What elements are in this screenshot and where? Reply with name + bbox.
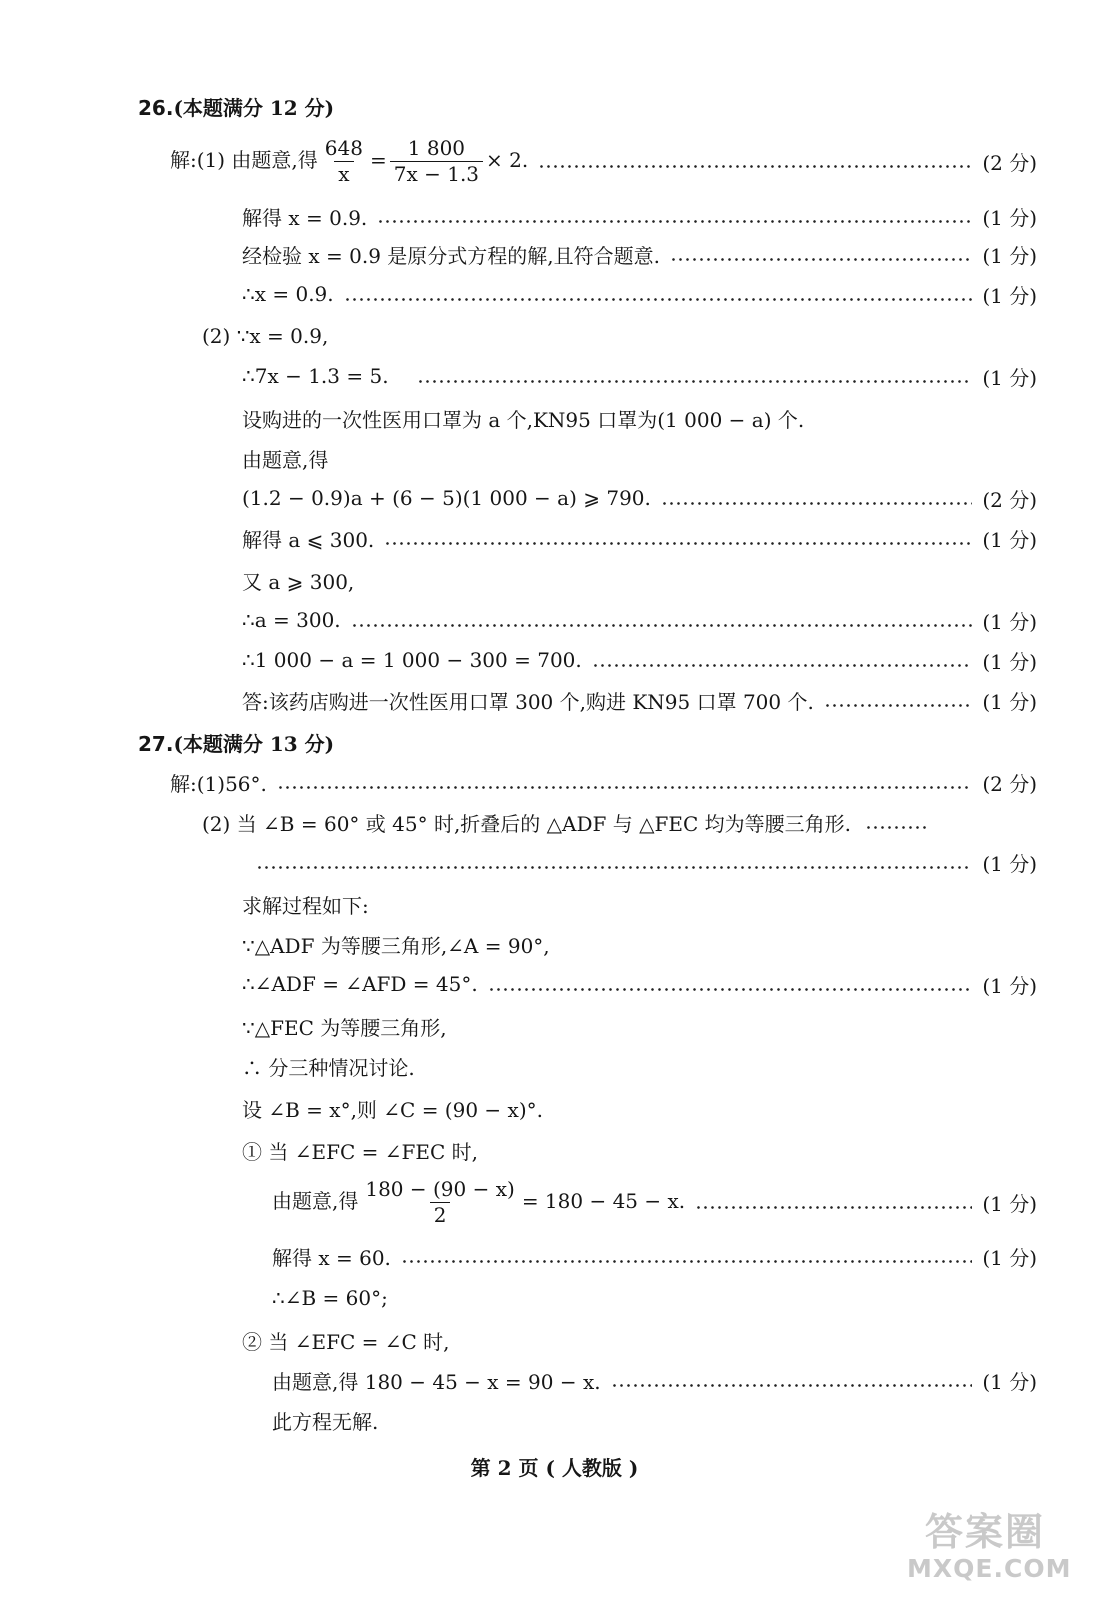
score-points: (1 分) [982, 205, 1037, 230]
fraction-648-over-x: $\frac{648}{x}$ [324, 135, 363, 186]
q26-line-13: ∴1 000 − a = 1 000 − 300 = 700. (1 分) [0, 640, 1109, 680]
q27-line-12: 解得 x = 60. (1 分) [0, 1236, 1109, 1276]
q27-line-16: 此方程无解. [272, 1409, 379, 1434]
q26-line-11: 又 a ⩾ 300, [242, 569, 355, 594]
score-points: (1 分) [982, 609, 1037, 634]
q26-line-5: (2) ∵x = 0.9, [202, 324, 329, 348]
q27-line-1: 解:(1)56°. (2 分) [0, 762, 1109, 802]
q26-title: (本题满分 12 分) [173, 95, 335, 120]
score-points: (1 分) [982, 365, 1037, 390]
q27-line-10: ① 当 ∠EFC = ∠FEC 时, [242, 1139, 478, 1164]
q27-line-15: 由题意,得 180 − 45 − x = 90 − x. (1 分) [0, 1360, 1109, 1400]
score-points: (1 分) [982, 649, 1037, 674]
watermark-text: 答案圈 [925, 1510, 1046, 1554]
q27-line-9: 设 ∠B = x°,则 ∠C = (90 − x)°. [242, 1097, 543, 1122]
q27-line-11: 由题意,得 $\frac{180 - (90 - x)}{2}$ = 180 − 45 − x. (1 分) [272, 1176, 1037, 1227]
page-footer: 第 2 页 ( 人教版 ) [470, 1456, 639, 1480]
dot-leader [488, 988, 973, 991]
score-points: (1 分) [982, 527, 1037, 552]
q27-line-3 [0, 842, 1109, 882]
q27-line-13: ∴∠B = 60°; [272, 1286, 388, 1310]
fraction-180-minus-over-2: $\frac{180 - (90 - x)}{2}$ [365, 1176, 515, 1227]
dot-leader [417, 380, 973, 383]
q26-line-1: 解:(1) 由题意,得 $\frac{648}{x}$ = $\frac{1 800}{7x - 1.3}$ × 2. (2 分) [170, 135, 1037, 186]
score-points: (2 分) [982, 150, 1037, 175]
q26-line-7: 设购进的一次性医用口罩为 a 个,KN95 口罩为(1 000 − a) 个. [242, 407, 805, 432]
dot-leader [695, 1206, 972, 1209]
q27-line-8: ∴ 分三种情况讨论. [242, 1055, 415, 1080]
q27-line-4: 求解过程如下: [242, 893, 369, 918]
dot-leader [377, 220, 972, 223]
watermark-url: MXQE.COM [907, 1554, 1072, 1583]
q26-l1-prefix: 解:(1) 由题意,得 [170, 147, 318, 172]
q26-header [0, 86, 1109, 126]
q26-line-9: (1.2 − 0.9)a + (6 − 5)(1 000 − a) ⩾ 790. (2 分) [0, 478, 1109, 518]
score-points: (1 分) [982, 851, 1037, 876]
dot-leader [256, 866, 972, 869]
score-points: (1 分) [982, 243, 1037, 268]
dot-leader [384, 542, 972, 545]
q27-line-7: ∵△FEC 为等腰三角形, [242, 1015, 447, 1040]
q27-line-2: (2) 当 ∠B = 60° 或 45° 时,折叠后的 △ADF 与 △FEC 均为等腰三角形. [0, 802, 1109, 842]
score-points: (1 分) [982, 689, 1037, 714]
dot-leader [351, 624, 973, 627]
dot-leader [401, 1260, 972, 1263]
q26-line-2: 解得 x = 0.9. (1 分) [0, 196, 1109, 236]
dot-leader [824, 704, 972, 707]
q27-title: (本题满分 13 分) [173, 731, 335, 756]
q27-line-6: ∴∠ADF = ∠AFD = 45°. (1 分) [0, 964, 1109, 1004]
q27-number: 27. [138, 731, 174, 756]
q26-line-3: 经检验 x = 0.9 是原分式方程的解,且符合题意. (1 分) [0, 234, 1109, 274]
score-points: (2 分) [982, 771, 1037, 796]
score-points: (1 分) [982, 1369, 1037, 1394]
q26-line-8: 由题意,得 [242, 447, 329, 472]
dot-leader [670, 258, 972, 261]
dot-leader [661, 502, 972, 505]
dot-leader [611, 1384, 973, 1387]
dot-leader [592, 664, 973, 667]
dot-leader [344, 298, 973, 301]
dot-leader [538, 165, 972, 168]
score-points: (2 分) [982, 487, 1037, 512]
dot-leader [277, 786, 972, 789]
score-points: (1 分) [982, 973, 1037, 998]
score-points: (1 分) [982, 283, 1037, 308]
dot-leader [865, 826, 929, 829]
watermark-logo [905, 1510, 1105, 1595]
q26-number: 26. [138, 95, 174, 120]
q26-line-6: ∴7x − 1.3 = 5. (1 分) [0, 356, 1109, 396]
q27-line-14: ② 当 ∠EFC = ∠C 时, [242, 1329, 450, 1354]
q26-line-14: 答:该药店购进一次性医用口罩 300 个,购进 KN95 口罩 700 个. (1 分) [0, 680, 1109, 720]
score-points: (1 分) [982, 1191, 1037, 1216]
q26-line-4: ∴x = 0.9. (1 分) [0, 274, 1109, 314]
q26-line-10: 解得 a ⩽ 300. (1 分) [0, 518, 1109, 558]
fraction-1800-over-7x: $\frac{1 800}{7x - 1.3}$ [390, 138, 483, 185]
q27-header [0, 722, 1109, 762]
q26-line-12: ∴a = 300. (1 分) [0, 600, 1109, 640]
score-points: (1 分) [982, 1245, 1037, 1270]
q27-line-5: ∵△ADF 为等腰三角形,∠A = 90°, [242, 933, 550, 958]
